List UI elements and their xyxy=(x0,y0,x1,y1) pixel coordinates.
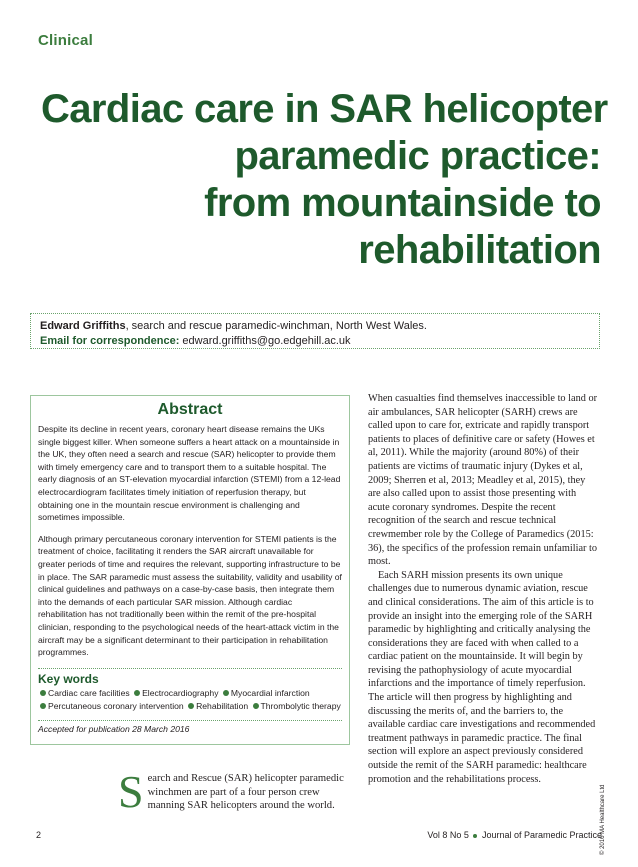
body-paragraph: Each SARH mission presents its own unique challenges due to numerous dynamic aviation, rescue and clinical considerations. The aim of this article is to provide an insight into the emerging role of the SARH paramedic by highlighting and critically analysing the considerations they are faced with when called to a cardiac patient on the mountainside. It will begin by revising the pathophysiology of acute myocardial infarctions and the importance of timely reperfusion. The article will then progress by highlighting and discussing the merits of, and the barriers to, the available cardiac care investigations and recommended treatment pathways in paramedic practice. The final section will explore an aspect previously considered outside the remit of the SARH paramedic: healthcare promotion and the rehabilitations process. xyxy=(368,569,596,785)
bullet-icon xyxy=(253,703,259,709)
article-title xyxy=(41,86,608,274)
bullet-icon xyxy=(40,690,46,696)
bullet-icon xyxy=(223,690,229,696)
body-column xyxy=(368,392,600,786)
keyword: Myocardial infarction xyxy=(230,687,310,698)
keyword: Percutaneous coronary intervention xyxy=(48,700,184,711)
keywords-line xyxy=(38,700,342,713)
author-line xyxy=(40,319,590,334)
keyword: Thrombolytic therapy xyxy=(260,700,341,711)
title-line: Cardiac care in SAR helicopter xyxy=(41,87,608,131)
bullet-icon xyxy=(188,703,194,709)
email-link[interactable]: edward.griffiths@go.edgehill.ac.uk xyxy=(179,335,351,347)
journal-name: Journal of Paramedic Practice xyxy=(481,830,602,840)
body-paragraph: When casualties find themselves inaccessible to land or air ambulances, SAR helicopter (SARH) crews are called upon to care for, extricate and rapidly transport patients to places of definitive care or safety (Howes et al, 2011). While the majority (around 80%) of their patients are victims of traumatic injury (Dykes et al, 2009; Sherren et al, 2013; Meadley et al, 2015), they are also called upon to assist those presenting with acute coronary syndromes. Despite the recent recognition of the search and rescue technical crewmember role by the College of Paramedics (2015: 36), the specifics of the profession remain unfamiliar to most. xyxy=(368,393,598,568)
correspondence-label: Email for correspondence: xyxy=(40,335,180,347)
abstract-paragraph: Although primary percutaneous coronary intervention for STEMI patients is the treatment of choice, facilitating it renders the SAR aircraft unavailable for greater periods of time and requires the relevant, supporting infrastructure to be in place. The SAR paramedic must assess the suitability, validity and usability of clinical guidelines and pathways on a case-by-case basis, then integrate them into the demands of each particular SAR mission. Although cardiac rehabilitation has not traditionally been within the remit of the pre-hospital clinician, responding to the psychological needs of the heart-attack victim in the aircraft may be a significant determinant to their participation in rehabilitation programmes. xyxy=(38,533,342,658)
page-number: 2 xyxy=(36,830,42,840)
author-name: Edward Griffiths xyxy=(40,320,126,332)
author-box xyxy=(30,313,600,349)
title-line: from mountainside to xyxy=(204,181,601,225)
author-role: , search and rescue paramedic-winchman, North West Wales. xyxy=(125,320,427,332)
keywords-heading: Key words xyxy=(38,671,99,686)
bullet-icon xyxy=(40,703,46,709)
copyright-notice: © 2016 MA Healthcare Ltd xyxy=(600,784,606,855)
intro-text: earch and Rescue (SAR) helicopter paramedic winchmen are part of a four person crew manning SAR helicopters around the world. xyxy=(147,773,344,811)
title-line: paramedic practice: xyxy=(234,134,601,178)
abstract-box xyxy=(30,395,350,745)
keyword: Electrocardiography xyxy=(142,687,219,698)
title-line: rehabilitation xyxy=(358,228,601,272)
accepted-date: Accepted for publication 28 March 2016 xyxy=(38,720,342,734)
bullet-icon xyxy=(134,690,140,696)
divider xyxy=(38,668,342,669)
keywords-line xyxy=(38,687,342,700)
keyword: Rehabilitation xyxy=(196,700,249,711)
section-label: Clinical xyxy=(38,32,93,49)
volume-info: Vol 8 No 5 xyxy=(427,830,469,840)
abstract-paragraph: Despite its decline in recent years, coronary heart disease remains the UKs single biggest killer. When someone suffers a heart attack on a mountainside in the UK, they often need a search and rescue (SAR) helicopter to provide them with timely emergency care and to transport them to a suitable hospital. The early diagnosis of an ST-elevation myocardial infarction (STEMI) from a 12-lead electrocardiogram facilitates timely initiation of reperfusion therapy, but obtaining one in the mountain rescue environment is challenging and sometimes impossible. xyxy=(38,424,341,523)
intro-paragraph xyxy=(118,766,354,817)
abstract-heading: Abstract xyxy=(157,401,223,418)
drop-cap: S xyxy=(118,766,144,817)
keyword: Cardiac care facilities xyxy=(48,687,130,698)
bullet-icon xyxy=(473,834,477,838)
correspondence-line xyxy=(40,334,590,349)
journal-footer xyxy=(427,830,602,840)
